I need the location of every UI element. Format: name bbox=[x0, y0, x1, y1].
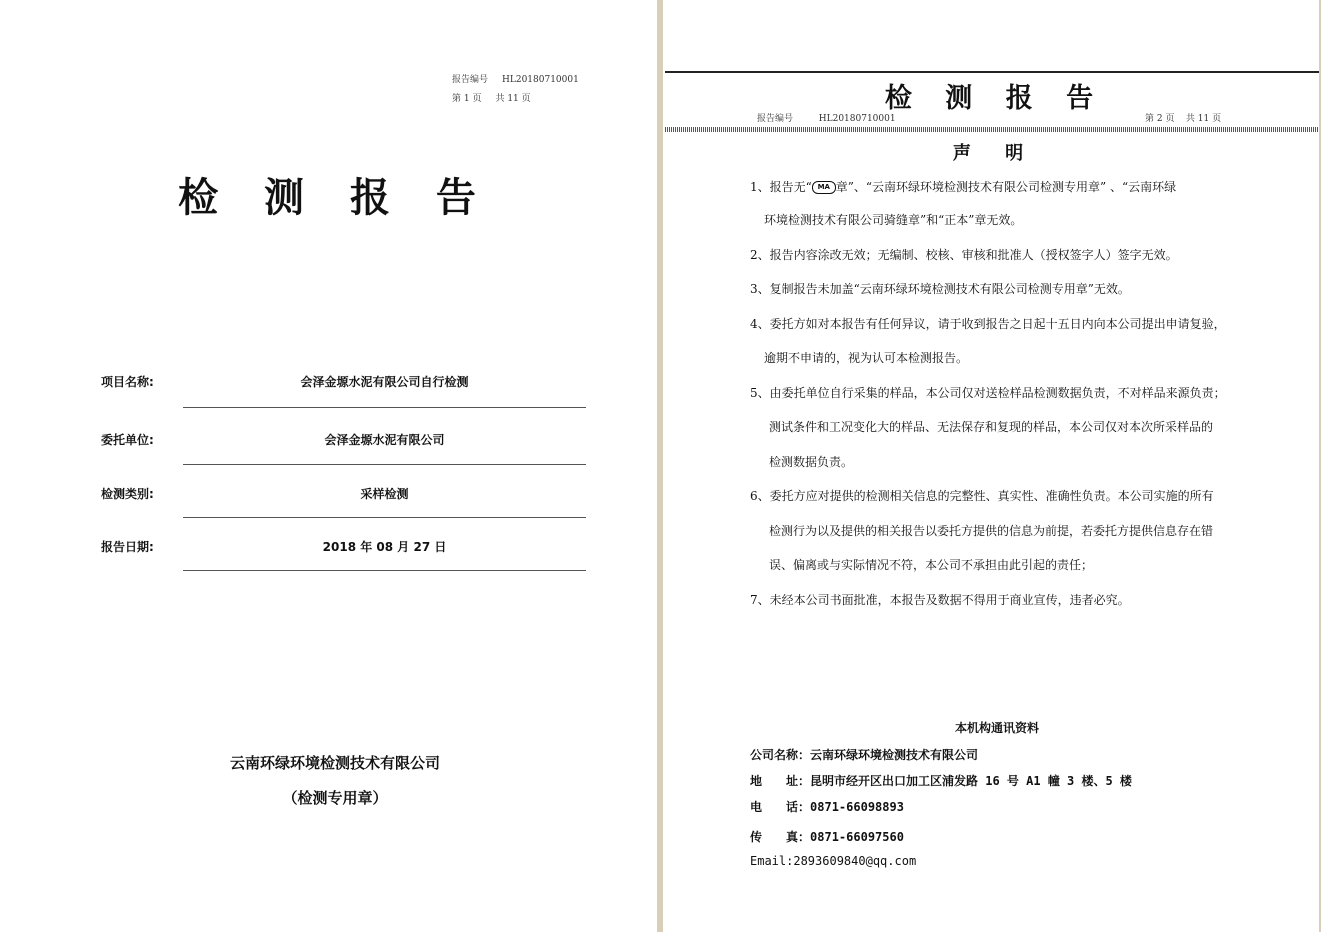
organization-name: 云南环绿环境检测技术有限公司 bbox=[229, 754, 440, 772]
project-name-value: 会泽金塬水泥有限公司自行检测 bbox=[300, 375, 469, 389]
declaration-item-6-cont: 误、偏离或与实际情况不符，本公司不承担由此引起的责任； bbox=[769, 558, 1094, 572]
test-type-label: 检测类别: bbox=[101, 487, 154, 501]
contact-info-title: 本机构通讯资料 bbox=[954, 721, 1039, 735]
contact-phone bbox=[750, 798, 904, 815]
contact-value: Email:2893609840@qq.com bbox=[750, 854, 917, 868]
report-date-label: 报告日期: bbox=[101, 540, 154, 554]
contact-fax bbox=[750, 828, 904, 845]
contact-email bbox=[750, 854, 916, 868]
field-underline bbox=[183, 570, 586, 571]
client-value: 会泽金塬水泥有限公司 bbox=[324, 433, 445, 447]
item-text: 1、报告无“ bbox=[750, 180, 812, 194]
header-hatch-rule bbox=[665, 127, 1319, 132]
report-cover-page bbox=[0, 0, 657, 932]
declaration-item-1-cont: 环境检测技术有限公司骑缝章”和“正本”章无效。 bbox=[764, 213, 1023, 227]
cma-mark-icon: MA bbox=[812, 181, 836, 194]
project-name-label: 项目名称: bbox=[101, 375, 154, 389]
contact-value: 云南环绿环境检测技术有限公司 bbox=[810, 748, 979, 762]
report-number: HL20180710001 bbox=[818, 114, 896, 124]
declaration-item-1 bbox=[750, 178, 1176, 195]
page-number: 第 1 页 bbox=[452, 94, 482, 104]
contact-company bbox=[750, 746, 978, 763]
contact-value: 0871-66097560 bbox=[810, 830, 904, 844]
page-header-title: 检 测 报 告 bbox=[884, 83, 1106, 114]
declaration-item-4-cont: 逾期不申请的，视为认可本检测报告。 bbox=[764, 351, 969, 365]
field-underline bbox=[183, 464, 586, 465]
total-pages: 共 11 页 bbox=[1185, 114, 1222, 124]
declaration-title: 声 明 bbox=[952, 143, 1038, 164]
page-number: 第 2 页 bbox=[1145, 114, 1175, 124]
cover-title: 检 测 报 告 bbox=[178, 175, 492, 221]
page-count-line bbox=[1145, 111, 1221, 124]
contact-address bbox=[750, 772, 1132, 789]
field-underline bbox=[183, 407, 586, 408]
report-number: HL20180710001 bbox=[502, 75, 579, 85]
contact-value: 昆明市经开区出口加工区浦发路 16 号 A1 幢 3 楼、5 楼 bbox=[810, 774, 1132, 788]
item-text: 章”、“云南环绿环境检测技术有限公司检测专用章” 、“云南环绿 bbox=[835, 180, 1177, 194]
declaration-item-3: 3、复制报告未加盖“云南环绿环境检测技术有限公司检测专用章”无效。 bbox=[750, 282, 1130, 296]
client-label: 委托单位: bbox=[101, 433, 154, 447]
contact-label: 地 址： bbox=[750, 774, 811, 788]
declaration-item-2: 2、报告内容涂改无效；无编制、校核、审核和批准人（授权签字人）签字无效。 bbox=[750, 248, 1178, 262]
report-number-line bbox=[452, 72, 593, 85]
test-type-value: 采样检测 bbox=[360, 487, 409, 501]
contact-label: 公司名称： bbox=[750, 748, 811, 762]
contact-label: 电 话： bbox=[750, 800, 811, 814]
seal-note: （检测专用章） bbox=[282, 789, 388, 807]
report-number-label: 报告编号 bbox=[452, 75, 489, 85]
header-rule bbox=[665, 71, 1319, 73]
report-date-value: 2018 年 08 月 27 日 bbox=[322, 540, 447, 554]
declaration-item-7: 7、未经本公司书面批准，本报告及数据不得用于商业宣传，违者必究。 bbox=[750, 593, 1130, 607]
declaration-item-5-cont: 检测数据负责。 bbox=[769, 455, 854, 469]
declaration-item-6-cont: 检测行为以及提供的相关报告以委托方提供的信息为前提，若委托方提供信息存在错 bbox=[769, 524, 1214, 538]
report-number-line bbox=[757, 111, 896, 124]
declaration-item-5-cont: 测试条件和工况变化大的样品、无法保存和复现的样品，本公司仅对本次所采样品的 bbox=[769, 420, 1214, 434]
report-number-label: 报告编号 bbox=[757, 114, 794, 124]
contact-label: 传 真： bbox=[750, 830, 811, 844]
declaration-item-6: 6、委托方应对提供的检测相关信息的完整性、真实性、准确性负责。本公司实施的所有 bbox=[750, 489, 1214, 503]
declaration-page bbox=[663, 0, 1319, 932]
declaration-item-4: 4、委托方如对本报告有任何异议，请于收到报告之日起十五日内向本公司提出申请复验， bbox=[750, 317, 1226, 331]
contact-value: 0871-66098893 bbox=[810, 800, 904, 814]
total-pages: 共 11 页 bbox=[495, 94, 531, 104]
declaration-item-5: 5、由委托单位自行采集的样品，本公司仅对送检样品检测数据负责，不对样品来源负责； bbox=[750, 386, 1226, 400]
page-count-line bbox=[452, 91, 545, 104]
field-underline bbox=[183, 517, 586, 518]
